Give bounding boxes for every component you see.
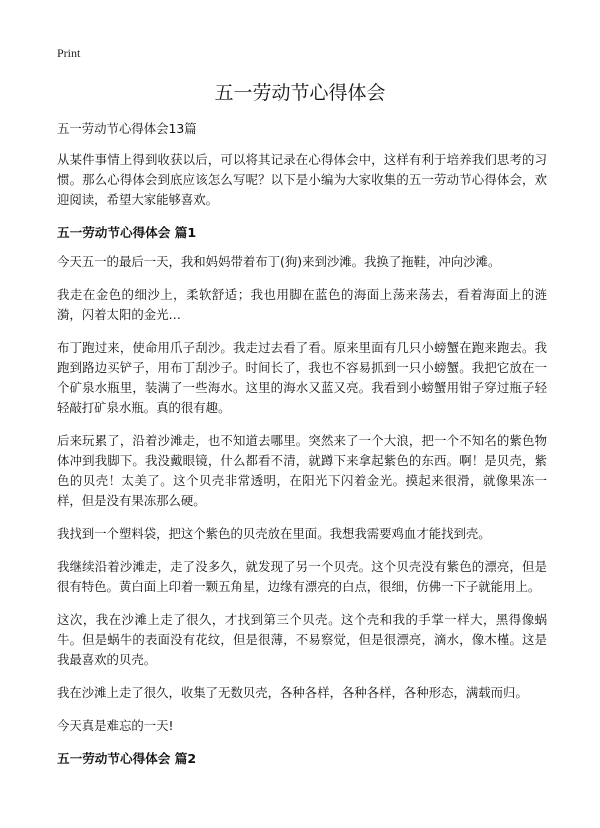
section1-paragraph: 我走在金色的细沙上，柔软舒适；我也用脚在蓝色的海面上荡来荡去，看着海面上的涟漪，闪着太阳的金光… [57,287,547,322]
section1-paragraph: 后来玩累了，沿着沙滩走，也不知道去哪里。突然来了一个大浪，把一个不知名的紫色物体冲到我脚下。我没戴眼镜，什么都看不清，就蹲下来拿起紫色的东西。啊！是贝壳，紫色的贝壳！太美了。这个贝壳非常透明，在阳光下闪着金光。摸起来很滑，就像果冻一样，但是没有果冻那么硬。 [57,433,547,508]
section-heading-1: 五一劳动节心得体会 篇1 [57,225,197,240]
section1-paragraph: 我找到一个塑料袋，把这个紫色的贝壳放在里面。我想我需要鸡血才能找到壳。 [57,526,491,541]
intro-paragraph: 从某件事情上得到收获以后，可以将其记录在心得体会中，这样有利于培养我们思考的习惯。那么心得体会到底应该怎么写呢？以下是小编为大家收集的五一劳动节心得体会，欢迎阅读，希望大家能够喜欢。 [57,152,547,207]
section1-paragraph: 这次，我在沙滩上走了很久，才找到第三个贝壳。这个壳和我的手掌一样大，黑得像蜗牛。但是蜗牛的表面没有花纹，但是很薄，不易察觉，但是很漂亮，滴水，像木槿。这是我最喜欢的贝壳。 [57,612,547,667]
section1-paragraph: 我继续沿着沙滩走，走了没多久，就发现了另一个贝壳。这个贝壳没有紫色的漂亮，但是很有特色。黄白面上印着一颗五角星，边缘有漂亮的白点，很细，仿佛一下子就能用上。 [57,559,547,594]
document-subtitle: 五一劳动节心得体会13篇 [57,121,197,136]
section1-paragraph: 今天真是难忘的一天! [57,718,174,733]
section-heading-2: 五一劳动节心得体会 篇2 [57,751,197,766]
page-title: 五一劳动节心得体会 [214,82,386,104]
section1-paragraph: 布丁跑过来，使命用爪子刮沙。我走过去看了看。原来里面有几只小螃蟹在跑来跑去。我跑到路边买铲子，用布丁刮沙子。时间长了，我也不容易抓到一只小螃蟹。我把它放在一个矿泉水瓶里，装满了一些海水。这里的海水又蓝又亮。我看到小螃蟹用钳子穿过瓶子轻轻敲打矿泉水瓶。真的很有趣。 [57,340,547,415]
section1-paragraph: 今天五一的最后一天，我和妈妈带着布丁(狗)来到沙滩。我换了拖鞋，冲向沙滩。 [57,254,501,269]
section1-paragraph: 我在沙滩上走了很久，收集了无数贝壳，各种各样，各种各样，各种形态，满载而归。 [57,685,528,700]
document-body [57,119,547,778]
print-link[interactable]: Print [57,46,81,60]
